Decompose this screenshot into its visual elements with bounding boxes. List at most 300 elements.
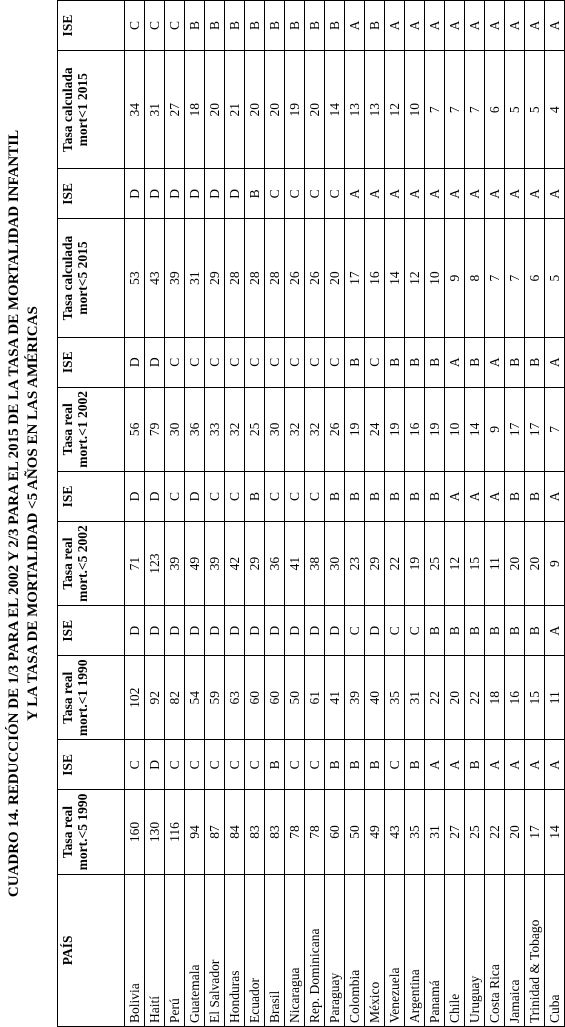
cell-ise-1: C xyxy=(305,740,325,790)
cell-real5-1990: 94 xyxy=(185,790,205,874)
table-row xyxy=(465,1,485,1027)
cell-country: Uruguay xyxy=(465,874,485,1026)
cell-real1-1990: 39 xyxy=(345,656,365,740)
cell-ise-1: D xyxy=(145,740,165,790)
cell-real5-1990: 31 xyxy=(425,790,445,874)
table-row xyxy=(485,1,505,1027)
cell-ise-3: B xyxy=(385,471,405,521)
cell-ise-3: B xyxy=(405,471,425,521)
cell-ise-2: D xyxy=(125,606,145,656)
cell-ise-3: A xyxy=(485,471,505,521)
cell-ise-3: B xyxy=(345,471,365,521)
cell-country: Rep. Dominicana xyxy=(305,874,325,1026)
header-ise-5: ISE xyxy=(58,169,125,219)
cell-calc1-2015: 7 xyxy=(465,51,485,169)
header-calc5-2015: Tasa calculada mort<5 2015 xyxy=(58,219,125,337)
cell-ise-4: C xyxy=(265,337,285,387)
cell-ise-3: D xyxy=(145,471,165,521)
cell-ise-3: A xyxy=(545,471,565,521)
cell-ise-1: A xyxy=(445,740,465,790)
cell-ise-5: D xyxy=(185,169,205,219)
cell-calc5-2015: 39 xyxy=(165,219,185,337)
header-ise-3: ISE xyxy=(58,471,125,521)
table-row xyxy=(425,1,445,1027)
cell-calc1-2015: 20 xyxy=(205,51,225,169)
table-row xyxy=(325,1,345,1027)
cell-ise-3: C xyxy=(165,471,185,521)
cell-ise-5: C xyxy=(305,169,325,219)
cell-calc1-2015: 7 xyxy=(425,51,445,169)
cell-ise-1: B xyxy=(345,740,365,790)
cell-ise-5: A xyxy=(405,169,425,219)
cell-ise-2: B xyxy=(505,606,525,656)
cell-real5-2002: 9 xyxy=(545,521,565,605)
header-ise-1: ISE xyxy=(58,740,125,790)
cell-ise-2: D xyxy=(185,606,205,656)
cell-ise-6: A xyxy=(525,1,545,51)
table-row xyxy=(385,1,405,1027)
cell-ise-5: A xyxy=(465,169,485,219)
cell-real5-2002: 71 xyxy=(125,521,145,605)
cell-ise-5: C xyxy=(285,169,305,219)
cell-ise-2: D xyxy=(265,606,285,656)
cell-ise-3: D xyxy=(185,471,205,521)
cell-country: Paraguay xyxy=(325,874,345,1026)
header-pais: PAÍS xyxy=(58,874,125,1026)
cell-ise-5: D xyxy=(225,169,245,219)
cell-calc5-2015: 16 xyxy=(365,219,385,337)
cell-real5-1990: 60 xyxy=(325,790,345,874)
cell-real1-2002: 26 xyxy=(325,387,345,471)
cell-real5-1990: 84 xyxy=(225,790,245,874)
table-header xyxy=(58,1,125,1027)
header-ise-2: ISE xyxy=(58,606,125,656)
cell-real1-1990: 60 xyxy=(245,656,265,740)
cell-calc1-2015: 12 xyxy=(385,51,405,169)
cell-ise-1: C xyxy=(385,740,405,790)
cell-ise-1: B xyxy=(465,740,485,790)
cell-ise-5: C xyxy=(325,169,345,219)
table-row xyxy=(165,1,185,1027)
cell-ise-5: C xyxy=(265,169,285,219)
cell-real1-2002: 19 xyxy=(345,387,365,471)
cell-ise-1: C xyxy=(225,740,245,790)
cell-real1-1990: 15 xyxy=(525,656,545,740)
cell-ise-2: C xyxy=(405,606,425,656)
cell-ise-4: C xyxy=(305,337,325,387)
cell-ise-1: B xyxy=(325,740,345,790)
cell-real5-2002: 123 xyxy=(145,521,165,605)
cell-ise-1: C xyxy=(185,740,205,790)
cell-calc1-2015: 6 xyxy=(485,51,505,169)
cell-real1-2002: 7 xyxy=(545,387,565,471)
cell-ise-1: A xyxy=(485,740,505,790)
cell-country: Jamaica xyxy=(505,874,525,1026)
cell-ise-3: A xyxy=(465,471,485,521)
cell-ise-2: D xyxy=(165,606,185,656)
cell-real1-2002: 24 xyxy=(365,387,385,471)
cell-ise-6: A xyxy=(505,1,525,51)
cell-calc1-2015: 31 xyxy=(145,51,165,169)
cell-calc5-2015: 53 xyxy=(125,219,145,337)
cell-calc5-2015: 10 xyxy=(425,219,445,337)
cell-real1-1990: 63 xyxy=(225,656,245,740)
cell-real1-2002: 19 xyxy=(385,387,405,471)
cell-ise-1: A xyxy=(425,740,445,790)
cell-real5-1990: 25 xyxy=(465,790,485,874)
table-title xyxy=(0,0,58,1027)
cell-real5-2002: 12 xyxy=(445,521,465,605)
cell-calc5-2015: 26 xyxy=(285,219,305,337)
header-real1-2002: Tasa real mort.<1 2002 xyxy=(58,387,125,471)
cell-ise-4: C xyxy=(185,337,205,387)
cell-ise-1: A xyxy=(505,740,525,790)
cell-ise-2: B xyxy=(525,606,545,656)
table-row xyxy=(405,1,425,1027)
cell-ise-6: B xyxy=(265,1,285,51)
cell-ise-4: B xyxy=(505,337,525,387)
table-row xyxy=(525,1,545,1027)
cell-real1-1990: 102 xyxy=(125,656,145,740)
cell-real1-2002: 17 xyxy=(525,387,545,471)
cell-ise-4: C xyxy=(165,337,185,387)
cell-country: Colombia xyxy=(345,874,365,1026)
cell-ise-2: D xyxy=(225,606,245,656)
cell-real1-1990: 16 xyxy=(505,656,525,740)
cell-ise-6: A xyxy=(425,1,445,51)
cell-real1-2002: 10 xyxy=(445,387,465,471)
cell-calc5-2015: 6 xyxy=(525,219,545,337)
cell-country: Bolivia xyxy=(125,874,145,1026)
cell-ise-2: B xyxy=(465,606,485,656)
cell-ise-6: C xyxy=(165,1,185,51)
table-row xyxy=(365,1,385,1027)
cell-calc5-2015: 28 xyxy=(265,219,285,337)
cell-real1-1990: 22 xyxy=(425,656,445,740)
cell-calc5-2015: 43 xyxy=(145,219,165,337)
cell-calc1-2015: 21 xyxy=(225,51,245,169)
header-ise-4: ISE xyxy=(58,337,125,387)
cell-real1-2002: 30 xyxy=(265,387,285,471)
cell-ise-6: B xyxy=(185,1,205,51)
cell-ise-4: B xyxy=(345,337,365,387)
cell-real5-2002: 29 xyxy=(245,521,265,605)
cell-calc5-2015: 8 xyxy=(465,219,485,337)
header-real1-1990: Tasa real mort.<1 1990 xyxy=(58,656,125,740)
cell-real1-2002: 32 xyxy=(305,387,325,471)
cell-country: Venezuela xyxy=(385,874,405,1026)
cell-real5-2002: 15 xyxy=(465,521,485,605)
cell-country: Nicaragua xyxy=(285,874,305,1026)
cell-ise-3: B xyxy=(245,471,265,521)
cell-ise-4: A xyxy=(485,337,505,387)
cell-real5-1990: 116 xyxy=(165,790,185,874)
cell-ise-2: D xyxy=(305,606,325,656)
cell-ise-6: B xyxy=(285,1,305,51)
cell-ise-6: A xyxy=(485,1,505,51)
cell-real5-2002: 41 xyxy=(285,521,305,605)
cell-ise-1: A xyxy=(525,740,545,790)
cell-country: Panamá xyxy=(425,874,445,1026)
cell-real5-2002: 19 xyxy=(405,521,425,605)
cell-ise-4: C xyxy=(245,337,265,387)
cell-real5-1990: 14 xyxy=(545,790,565,874)
cell-real1-2002: 25 xyxy=(245,387,265,471)
table-row xyxy=(205,1,225,1027)
cell-calc5-2015: 29 xyxy=(205,219,225,337)
cell-ise-4: C xyxy=(365,337,385,387)
cell-country: Chile xyxy=(445,874,465,1026)
cell-real5-1990: 160 xyxy=(125,790,145,874)
cell-real5-1990: 27 xyxy=(445,790,465,874)
table-row xyxy=(265,1,285,1027)
table-row xyxy=(505,1,525,1027)
table-row xyxy=(305,1,325,1027)
cell-real1-1990: 60 xyxy=(265,656,285,740)
cell-country: Ecuador xyxy=(245,874,265,1026)
cell-real5-1990: 20 xyxy=(505,790,525,874)
cell-ise-5: D xyxy=(205,169,225,219)
cell-real1-1990: 41 xyxy=(325,656,345,740)
cell-ise-6: A xyxy=(385,1,405,51)
cell-ise-5: A xyxy=(505,169,525,219)
cell-real5-2002: 23 xyxy=(345,521,365,605)
cell-calc1-2015: 20 xyxy=(305,51,325,169)
cell-ise-6: B xyxy=(305,1,325,51)
cell-ise-6: B xyxy=(365,1,385,51)
cell-ise-6: A xyxy=(545,1,565,51)
cell-ise-3: C xyxy=(205,471,225,521)
cell-ise-1: B xyxy=(265,740,285,790)
table-row xyxy=(185,1,205,1027)
cell-ise-1: C xyxy=(245,740,265,790)
header-real5-1990: Tasa real mort.<5 1990 xyxy=(58,790,125,874)
cell-real1-1990: 82 xyxy=(165,656,185,740)
cell-real5-2002: 25 xyxy=(425,521,445,605)
cell-ise-5: D xyxy=(145,169,165,219)
cell-calc5-2015: 28 xyxy=(245,219,265,337)
cell-ise-4: C xyxy=(205,337,225,387)
cell-ise-2: D xyxy=(245,606,265,656)
cell-real5-2002: 29 xyxy=(365,521,385,605)
cell-ise-2: D xyxy=(285,606,305,656)
cell-country: Guatemala xyxy=(185,874,205,1026)
table-row xyxy=(145,1,165,1027)
cell-ise-3: B xyxy=(425,471,445,521)
table-row xyxy=(225,1,245,1027)
cell-ise-6: B xyxy=(245,1,265,51)
cell-country: Haití xyxy=(145,874,165,1026)
cell-calc1-2015: 20 xyxy=(265,51,285,169)
cell-calc5-2015: 17 xyxy=(345,219,365,337)
cell-calc5-2015: 9 xyxy=(445,219,465,337)
cell-country: Honduras xyxy=(225,874,245,1026)
cell-calc1-2015: 34 xyxy=(125,51,145,169)
cell-real5-2002: 42 xyxy=(225,521,245,605)
cell-real5-1990: 87 xyxy=(205,790,225,874)
cell-ise-2: D xyxy=(145,606,165,656)
cell-ise-2: B xyxy=(485,606,505,656)
cell-country: Argentina xyxy=(405,874,425,1026)
cell-real5-1990: 50 xyxy=(345,790,365,874)
cell-real1-1990: 54 xyxy=(185,656,205,740)
cell-real1-2002: 36 xyxy=(185,387,205,471)
cell-real1-2002: 16 xyxy=(405,387,425,471)
cell-country: Trinidad & Tobago xyxy=(525,874,545,1026)
mortality-table xyxy=(57,0,565,1027)
cell-country: México xyxy=(365,874,385,1026)
cell-real1-1990: 20 xyxy=(445,656,465,740)
cell-ise-3: C xyxy=(265,471,285,521)
cell-real1-2002: 79 xyxy=(145,387,165,471)
cell-real1-1990: 22 xyxy=(465,656,485,740)
cell-real1-1990: 18 xyxy=(485,656,505,740)
cell-real1-2002: 9 xyxy=(485,387,505,471)
cell-real1-1990: 59 xyxy=(205,656,225,740)
cell-ise-2: A xyxy=(545,606,565,656)
cell-calc1-2015: 4 xyxy=(545,51,565,169)
cell-calc5-2015: 31 xyxy=(185,219,205,337)
cell-ise-4: A xyxy=(445,337,465,387)
cell-ise-5: B xyxy=(245,169,265,219)
cell-ise-5: A xyxy=(385,169,405,219)
cell-real1-2002: 32 xyxy=(285,387,305,471)
cell-real1-1990: 61 xyxy=(305,656,325,740)
cell-ise-5: A xyxy=(485,169,505,219)
table-row xyxy=(125,1,145,1027)
cell-ise-4: B xyxy=(465,337,485,387)
cell-ise-4: D xyxy=(125,337,145,387)
cell-real5-2002: 39 xyxy=(205,521,225,605)
cell-ise-4: B xyxy=(405,337,425,387)
cell-ise-6: B xyxy=(225,1,245,51)
cell-real5-1990: 22 xyxy=(485,790,505,874)
cell-real5-2002: 38 xyxy=(305,521,325,605)
cell-real5-1990: 78 xyxy=(305,790,325,874)
table-row xyxy=(445,1,465,1027)
cell-real1-1990: 92 xyxy=(145,656,165,740)
cell-calc1-2015: 20 xyxy=(245,51,265,169)
cell-real5-2002: 11 xyxy=(485,521,505,605)
cell-ise-5: A xyxy=(525,169,545,219)
cell-real1-1990: 50 xyxy=(285,656,305,740)
cell-real5-1990: 35 xyxy=(405,790,425,874)
cell-real1-1990: 11 xyxy=(545,656,565,740)
cell-calc5-2015: 14 xyxy=(385,219,405,337)
cell-ise-2: D xyxy=(205,606,225,656)
cell-ise-3: B xyxy=(325,471,345,521)
cell-ise-2: B xyxy=(425,606,445,656)
cell-ise-6: A xyxy=(345,1,365,51)
cell-ise-4: D xyxy=(145,337,165,387)
cell-ise-4: B xyxy=(385,337,405,387)
cell-real5-2002: 36 xyxy=(265,521,285,605)
cell-calc1-2015: 13 xyxy=(365,51,385,169)
cell-ise-5: D xyxy=(165,169,185,219)
cell-ise-4: A xyxy=(545,337,565,387)
cell-ise-6: B xyxy=(325,1,345,51)
cell-real1-1990: 31 xyxy=(405,656,425,740)
cell-ise-2: B xyxy=(445,606,465,656)
cell-calc1-2015: 5 xyxy=(525,51,545,169)
cell-real1-2002: 19 xyxy=(425,387,445,471)
cell-ise-6: A xyxy=(445,1,465,51)
header-calc1-2015: Tasa calculada mort<1 2015 xyxy=(58,51,125,169)
cell-real1-2002: 32 xyxy=(225,387,245,471)
cell-ise-6: C xyxy=(125,1,145,51)
cell-real1-2002: 33 xyxy=(205,387,225,471)
cell-calc5-2015: 20 xyxy=(325,219,345,337)
cell-real5-2002: 49 xyxy=(185,521,205,605)
table-row xyxy=(545,1,565,1027)
cell-ise-5: D xyxy=(125,169,145,219)
cell-calc1-2015: 18 xyxy=(185,51,205,169)
table-row xyxy=(345,1,365,1027)
cell-ise-3: D xyxy=(125,471,145,521)
cell-calc5-2015: 7 xyxy=(505,219,525,337)
cell-ise-6: B xyxy=(205,1,225,51)
cell-calc5-2015: 5 xyxy=(545,219,565,337)
cell-real5-1990: 83 xyxy=(265,790,285,874)
cell-ise-3: C xyxy=(305,471,325,521)
cell-calc1-2015: 19 xyxy=(285,51,305,169)
cell-ise-2: C xyxy=(345,606,365,656)
cell-real5-2002: 30 xyxy=(325,521,345,605)
cell-real5-2002: 22 xyxy=(385,521,405,605)
cell-calc1-2015: 27 xyxy=(165,51,185,169)
cell-ise-3: B xyxy=(365,471,385,521)
cell-real1-1990: 35 xyxy=(385,656,405,740)
cell-real5-1990: 49 xyxy=(365,790,385,874)
cell-real5-2002: 20 xyxy=(505,521,525,605)
title-line-2: Y LA TASA DE MORTALIDAD <5 AÑOS EN LAS AMÉRICAS xyxy=(25,306,41,721)
cell-ise-2: C xyxy=(385,606,405,656)
cell-country: Brasil xyxy=(265,874,285,1026)
table-row xyxy=(285,1,305,1027)
cell-country: El Salvador xyxy=(205,874,225,1026)
cell-ise-4: B xyxy=(425,337,445,387)
cell-ise-5: A xyxy=(365,169,385,219)
cell-real1-2002: 56 xyxy=(125,387,145,471)
cell-ise-1: B xyxy=(365,740,385,790)
title-line-1: CUADRO 14. REDUCCIÓN DE 1/3 PARA EL 2002 Y 2/3 PARA EL 2015 DE LA TASA DE MORTALIDAD INFANTIL xyxy=(6,129,22,898)
cell-real5-2002: 20 xyxy=(525,521,545,605)
cell-ise-6: A xyxy=(465,1,485,51)
cell-ise-2: D xyxy=(325,606,345,656)
cell-ise-3: B xyxy=(525,471,545,521)
cell-ise-5: A xyxy=(345,169,365,219)
cell-ise-5: A xyxy=(545,169,565,219)
cell-ise-1: C xyxy=(165,740,185,790)
cell-real1-2002: 30 xyxy=(165,387,185,471)
cell-real5-1990: 78 xyxy=(285,790,305,874)
cell-calc1-2015: 10 xyxy=(405,51,425,169)
cell-ise-3: A xyxy=(445,471,465,521)
cell-real5-1990: 83 xyxy=(245,790,265,874)
cell-calc1-2015: 7 xyxy=(445,51,465,169)
cell-calc5-2015: 28 xyxy=(225,219,245,337)
cell-ise-1: C xyxy=(285,740,305,790)
cell-ise-4: C xyxy=(325,337,345,387)
cell-country: Costa Rica xyxy=(485,874,505,1026)
cell-ise-1: A xyxy=(545,740,565,790)
cell-ise-1: B xyxy=(405,740,425,790)
cell-ise-6: C xyxy=(145,1,165,51)
cell-real5-2002: 39 xyxy=(165,521,185,605)
cell-real5-1990: 43 xyxy=(385,790,405,874)
header-ise-6: ISE xyxy=(58,1,125,51)
cell-ise-6: A xyxy=(405,1,425,51)
